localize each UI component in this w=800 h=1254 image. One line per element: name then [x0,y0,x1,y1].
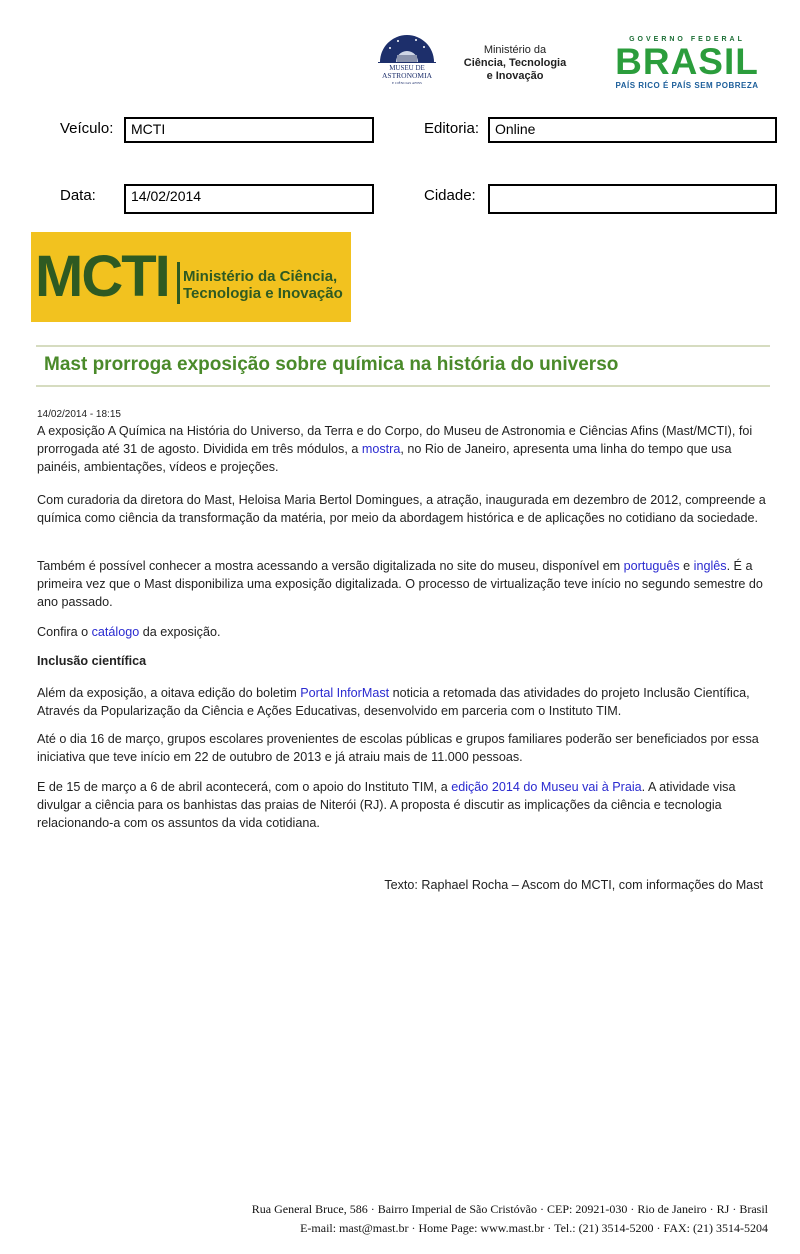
paragraph-3 [37,557,767,611]
cidade-label: Cidade: [424,187,476,204]
p7-text-a: E de 15 de março a 6 de abril acontecerá, com o apoio do Instituto TIM, a [37,780,452,794]
paragraph-5 [37,684,767,720]
ministry-line2: Ciência, Tecnologia [463,57,567,69]
mcti-name [183,268,343,302]
brasil-logo-slogan: PAÍS RICO É PAÍS SEM POBREZA [615,81,759,90]
article-timestamp: 14/02/2014 - 18:15 [37,409,121,420]
portal-informast-link[interactable]: Portal InforMast [300,686,390,700]
footer-address: Rua General Bruce, 586 · Bairro Imperial de São Cristóvão · CEP: 20921-030 · Rio de Janeiro · RJ · Brasil [251,1202,768,1216]
cidade-field[interactable] [488,184,777,214]
ministry-line1: Ministério da [483,44,547,56]
data-field[interactable]: 14/02/2014 [124,184,374,214]
footer-contact: E-mail: mast@mast.br · Home Page: www.mast.br · Tel.: (21) 3514-5200 · FAX: (21) 3514-5204 [300,1221,768,1235]
catalogo-link[interactable]: catálogo [91,625,140,639]
section-title: Inclusão científica [37,654,147,668]
mast-logo-line2: ASTRONOMIA [381,71,433,80]
brasil-logo-top: GOVERNO FEDERAL [629,36,745,43]
mast-logo [376,28,438,88]
portugues-link[interactable]: português [623,559,680,573]
ingles-link[interactable]: inglês [693,559,727,573]
p4-text-b: da exposição. [139,625,221,639]
ministry-line3: e Inovação [486,70,544,82]
brasil-logo-word: BRASIL [615,41,759,82]
paragraph-6: Até o dia 16 de março, grupos escolares provenientes de escolas públicas e grupos familiares poderão ser beneficiados por essa iniciativa que teve início em 22 de outubro de 2013 e já atraiu mais de 11.000 pessoas. [37,732,759,764]
editoria-label: Editoria: [424,120,480,137]
mcti-acronym: MCTI [35,244,169,309]
article-headline: Mast prorroga exposição sobre química na história do universo [44,354,619,375]
p5-text-a: Além da exposição, a oitava edição do boletim [37,686,301,700]
headline-rule-bottom [36,385,770,387]
museu-vai-a-praia-link[interactable]: edição 2014 do Museu vai à Praia [451,780,642,794]
article-credit: Texto: Raphael Rocha – Ascom do MCTI, com informações do Mast [384,878,763,892]
paragraph-4 [37,623,767,641]
mcti-name-line1: Ministério da Ciência, [183,268,338,285]
data-label: Data: [60,187,96,204]
editoria-field[interactable]: Online [488,117,777,143]
p3-text-b: e [679,559,694,573]
mcti-name-line2: Tecnologia e Inovação [183,285,343,302]
mast-logo-line3: E CIÊNCIAS AFINS [392,81,422,85]
mostra-link[interactable]: mostra [361,442,401,456]
p3-text-a: Também é possível conhecer a mostra acessando a versão digitalizada no site do museu, disponível em [37,559,624,573]
p1-text-b: , no Rio de Janeiro, apresenta uma linha do tempo que usa painéis, ambientações, vídeos e projeções. [37,442,732,474]
p5-text-b: noticia a retomada das atividades do projeto Inclusão Científica, Através da Popularização da Ciência e Ações Educativas, desenvolvido em parceria com o Instituto TIM. [37,686,750,718]
mcti-separator [177,262,180,304]
veiculo-field[interactable]: MCTI [124,117,374,143]
paragraph-7 [37,778,767,832]
veiculo-label: Veículo: [60,120,114,137]
ministry-label [452,44,578,83]
p4-text-a: Confira o [37,625,92,639]
governo-federal-brasil-logo [600,36,774,94]
mcti-banner [31,232,351,322]
p1-text-a: A exposição A Química na História do Universo, da Terra e do Corpo, do Museu de Astronomia e Ciências Afins (Mast/MCTI), foi prorrogada até 31 de agosto. Dividida em três módulos, a [37,424,753,456]
paragraph-1 [37,422,767,476]
mast-logo-line1: MUSEU DE [389,64,425,72]
p7-text-b: . A atividade visa divulgar a ciência para os banhistas das praias de Niterói (RJ). A proposta é discutir as implicações da ciência e tecnologia relacionando-a com os assuntos da vida cotidiana. [37,780,736,830]
headline-rule-top [36,345,770,347]
p3-text-c: . É a primeira vez que o Mast disponibiliza uma exposição digitalizada. O processo de virtualização teve início no segundo semestre do ano passado. [37,559,763,609]
paragraph-2: Com curadoria da diretora do Mast, Heloisa Maria Bertol Domingues, a atração, inaugurada em dezembro de 2012, compreende a química como ciência da transformação da matéria, por meio da abordagem histórica e de aplicações no cotidiano da sociedade. [37,493,766,525]
